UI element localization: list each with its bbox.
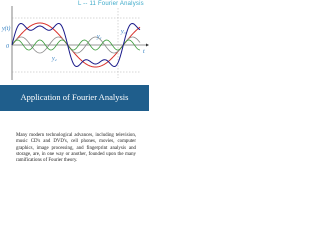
fourier-graph	[0, 0, 149, 83]
label-y3: y₃	[121, 29, 126, 35]
label-y2: y₂	[52, 56, 57, 62]
label-y-t: y(t)	[2, 26, 11, 32]
slide-paragraph: Many modern technological advances, including television, music CD's and DVD's, cell phones, movies, computer graphics, image processing, and fingerprint analysis and storage, are, in one way or another, founded upon the many ramifications of Fourier theory.	[16, 133, 136, 164]
slide-title-band	[0, 85, 149, 111]
slide-banner-title: Application of Fourier Analysis	[20, 92, 129, 102]
slide-top	[0, 0, 149, 83]
x-axis-arrow	[146, 44, 149, 47]
label-t: t	[143, 49, 145, 55]
slide-header-title: L -- 11 Fourier Analysis	[78, 1, 144, 7]
label-zero: 0	[6, 44, 9, 50]
label-y1: y₁	[97, 34, 102, 40]
